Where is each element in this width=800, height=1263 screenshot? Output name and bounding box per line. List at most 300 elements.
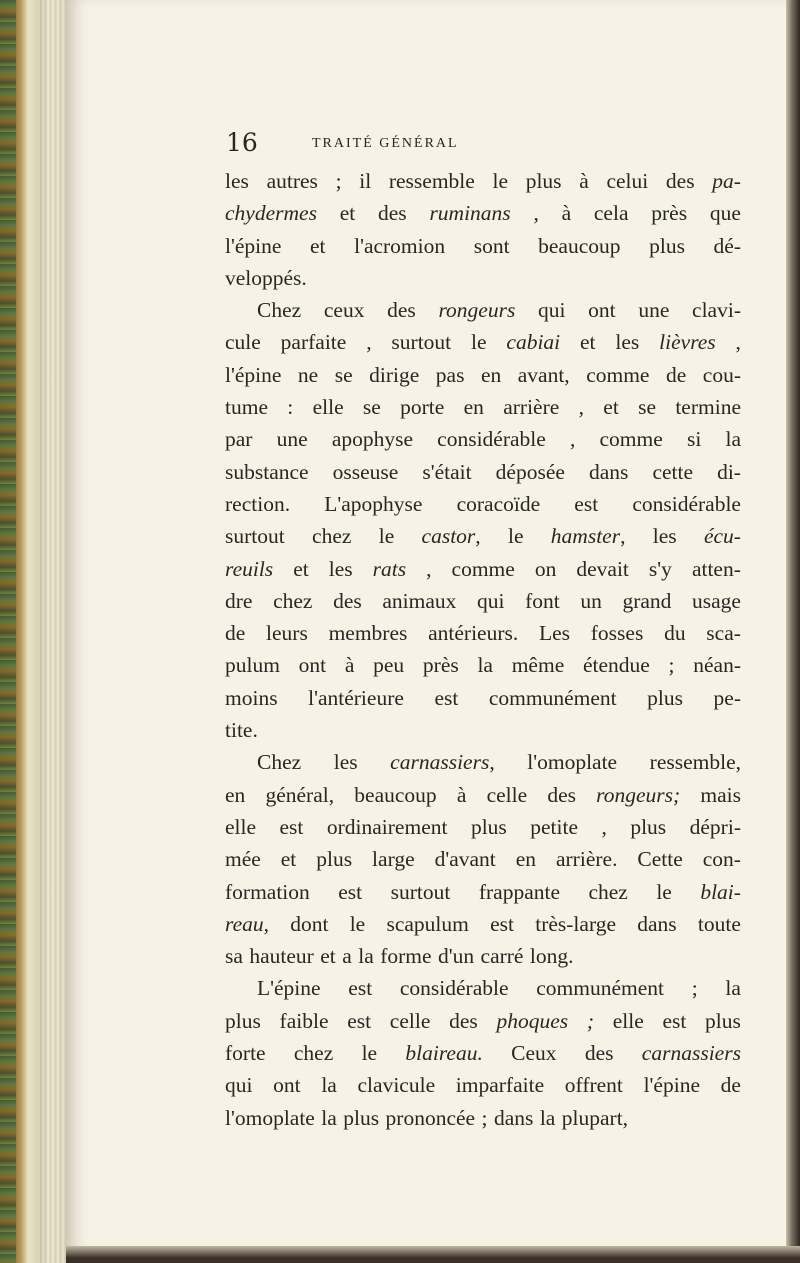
word-part: peu — [373, 653, 405, 678]
word-part: , — [578, 395, 584, 420]
word — [580, 585, 602, 617]
word-part: se — [362, 395, 381, 420]
word — [644, 1069, 700, 1101]
word — [703, 843, 741, 875]
word — [334, 746, 358, 778]
text-line — [225, 391, 741, 423]
word-part: et — [280, 847, 297, 872]
word-part: ont — [273, 1073, 301, 1098]
text-line — [225, 811, 741, 843]
word — [690, 811, 741, 843]
word-part: même — [511, 653, 565, 678]
word — [710, 197, 741, 229]
word-part: atten- — [691, 556, 741, 581]
word-part: apophyse — [331, 427, 414, 452]
word-part: s'était — [422, 459, 472, 484]
word — [436, 359, 465, 391]
text-line — [225, 520, 741, 552]
text-line — [225, 1102, 741, 1134]
word — [225, 553, 273, 585]
word-part: chez — [293, 1041, 334, 1066]
word — [562, 1102, 628, 1134]
word — [692, 553, 741, 585]
text-line — [225, 262, 741, 294]
word-part: se — [334, 362, 353, 387]
word-part: les — [615, 330, 640, 355]
text-line — [225, 488, 741, 520]
word-part: imparfaite — [455, 1073, 545, 1098]
word — [225, 1005, 261, 1037]
word-part: à — [456, 782, 467, 807]
word-part: à — [344, 653, 355, 678]
word — [390, 746, 495, 778]
word-part: des — [584, 1041, 614, 1066]
word-part: surtout — [225, 524, 285, 549]
word-part: long. — [529, 944, 574, 969]
word — [481, 359, 501, 391]
word — [320, 940, 336, 972]
word — [329, 617, 408, 649]
word-part: et — [293, 556, 309, 581]
word-part: font — [525, 588, 560, 613]
word-part: beaucoup — [354, 782, 437, 807]
word-part: a — [342, 944, 352, 969]
word-part: Ceux — [511, 1041, 557, 1066]
word-part: plupart, — [561, 1105, 629, 1130]
word — [225, 908, 269, 940]
italic-term: lièvres — [659, 330, 716, 355]
text-line — [225, 585, 741, 617]
text-line — [225, 423, 741, 455]
word-part: veloppés. — [225, 265, 307, 290]
word-part: con- — [702, 847, 741, 872]
word — [225, 843, 261, 875]
word-part: sa — [225, 944, 243, 969]
text-line — [225, 359, 741, 391]
word — [653, 520, 677, 552]
word-part: celle — [389, 1008, 431, 1033]
word-part: la — [321, 1073, 337, 1098]
word — [603, 391, 619, 423]
word — [257, 972, 321, 1004]
word — [613, 1005, 644, 1037]
word-part: , — [475, 524, 481, 549]
word-part: l'antérieure — [308, 685, 404, 710]
book-binding — [0, 0, 70, 1263]
word-part: en — [480, 362, 502, 387]
word-part: ; — [668, 653, 675, 678]
text-line — [225, 843, 741, 875]
word-part: étendue — [582, 653, 650, 678]
word-part: , — [366, 330, 372, 355]
word-part: plus — [647, 685, 684, 710]
word-part: celle — [486, 782, 528, 807]
word-part: général, — [265, 782, 335, 807]
word-part: Chez — [257, 750, 302, 775]
word-part: considérable — [399, 976, 509, 1001]
word — [565, 1069, 623, 1101]
word — [350, 908, 366, 940]
word-part: comme — [451, 556, 515, 581]
word-part: très-large — [535, 911, 617, 936]
text-line — [225, 876, 741, 908]
word — [400, 972, 509, 1004]
word-part: pas — [435, 362, 465, 387]
word — [400, 391, 444, 423]
word-part: cou- — [702, 362, 741, 387]
word — [717, 456, 741, 488]
word — [391, 876, 451, 908]
word-part: néan- — [693, 653, 741, 678]
word-part: les — [652, 524, 677, 549]
word-part: osseuse — [332, 459, 399, 484]
text-line — [225, 940, 741, 972]
word — [293, 553, 309, 585]
word-part: considérable — [437, 427, 546, 452]
word-part: plus — [630, 814, 667, 839]
word-part: ont — [298, 653, 327, 678]
word — [298, 359, 318, 391]
word — [705, 1005, 741, 1037]
word — [606, 165, 648, 197]
italic-term: carnassiers — [390, 750, 490, 775]
word — [551, 520, 626, 552]
word-part: cette — [652, 459, 694, 484]
word — [666, 359, 686, 391]
word — [327, 811, 448, 843]
word — [585, 1037, 614, 1069]
word-part: dirige — [369, 362, 420, 387]
word — [387, 294, 416, 326]
word — [477, 649, 493, 681]
italic-term: blai- — [700, 879, 741, 904]
word — [438, 940, 474, 972]
word-part: considérable — [632, 491, 741, 516]
word — [494, 1102, 533, 1134]
word — [675, 391, 741, 423]
word — [538, 230, 620, 262]
word — [579, 391, 584, 423]
word — [347, 1005, 371, 1037]
word-part: , — [620, 524, 626, 549]
word — [273, 585, 312, 617]
word-part: L'apophyse — [324, 491, 423, 516]
word — [570, 423, 575, 455]
word — [452, 553, 515, 585]
italic-term: castor — [421, 524, 476, 549]
word — [225, 423, 252, 455]
italic-term: carnassiers — [641, 1041, 741, 1066]
text-line — [225, 972, 741, 1004]
word — [389, 165, 475, 197]
word — [225, 779, 245, 811]
word — [698, 908, 741, 940]
word-part: formation — [225, 879, 310, 904]
word — [225, 649, 280, 681]
word-part: la — [725, 976, 741, 1001]
word — [547, 779, 576, 811]
word — [712, 165, 741, 197]
word — [373, 649, 404, 681]
word-part: est — [348, 976, 373, 1001]
word — [474, 230, 510, 262]
word — [714, 682, 741, 714]
word — [280, 811, 304, 843]
italic-term: reuils — [225, 556, 274, 581]
word — [477, 585, 504, 617]
word-part: l'acromion — [354, 233, 446, 258]
word — [666, 165, 695, 197]
word-part: ; — [335, 169, 342, 193]
word-part: sca- — [706, 621, 741, 646]
text-line — [225, 649, 741, 681]
word — [556, 843, 617, 875]
word-part: pulum — [225, 653, 280, 678]
word — [225, 811, 256, 843]
word-part: elle — [612, 1008, 644, 1033]
word — [273, 1069, 300, 1101]
word-part: de — [225, 621, 246, 646]
word — [512, 649, 565, 681]
word-part: frappante — [478, 879, 560, 904]
word — [405, 1037, 482, 1069]
word-part: coracoïde — [456, 491, 541, 516]
word — [429, 197, 510, 229]
italic-term: cabiai — [506, 330, 561, 355]
word — [299, 649, 326, 681]
word-part: , — [426, 556, 432, 581]
word — [369, 359, 419, 391]
word — [471, 326, 487, 358]
word-part: carré — [480, 944, 524, 969]
word — [257, 294, 301, 326]
word — [225, 488, 290, 520]
word — [378, 197, 407, 229]
word-part: dans — [588, 459, 629, 484]
word — [225, 456, 309, 488]
word — [324, 488, 422, 520]
word-part: rection. — [225, 491, 291, 516]
word — [586, 359, 649, 391]
body-text — [225, 165, 741, 1134]
word-part: et — [320, 944, 336, 969]
word-part: se — [638, 395, 657, 420]
word-part: avant, — [517, 362, 570, 387]
word — [669, 649, 675, 681]
word — [225, 617, 245, 649]
text-line — [225, 1069, 741, 1101]
word-part: en — [515, 847, 537, 872]
word-part: animaux — [382, 588, 457, 613]
word-part: faible — [279, 1008, 329, 1033]
word — [736, 326, 741, 358]
word-part: l'épine — [225, 362, 282, 387]
word — [336, 165, 342, 197]
word — [281, 326, 347, 358]
page-right-edge — [786, 0, 800, 1263]
word-part: des — [665, 169, 695, 193]
word — [526, 165, 562, 197]
word — [464, 391, 484, 423]
word — [725, 972, 741, 1004]
word-part: des — [333, 588, 362, 613]
word-part: pe- — [713, 685, 741, 710]
word — [583, 649, 650, 681]
word-part: clavicule — [357, 1073, 436, 1098]
word — [630, 811, 666, 843]
italic-term: rats — [372, 556, 407, 581]
word — [725, 423, 741, 455]
word — [706, 617, 741, 649]
word-part: plus — [470, 814, 507, 839]
word-part: d'un — [437, 944, 475, 969]
word — [354, 779, 436, 811]
italic-term: hamster — [550, 524, 621, 549]
word-part: et — [309, 233, 326, 258]
word — [594, 197, 629, 229]
word-part: ressemble, — [649, 750, 741, 775]
word-part: et — [603, 395, 619, 420]
word — [693, 649, 741, 681]
word — [354, 230, 445, 262]
word — [422, 520, 481, 552]
text-line — [225, 617, 741, 649]
word-part: que — [709, 201, 741, 226]
word-part: plus — [525, 169, 562, 193]
word — [348, 972, 372, 1004]
word-part: dre — [225, 588, 253, 613]
word — [267, 165, 318, 197]
word-part: tite. — [225, 718, 258, 743]
word — [489, 682, 617, 714]
word — [265, 779, 334, 811]
word — [422, 456, 471, 488]
word — [588, 294, 615, 326]
word-part: cule — [225, 330, 261, 355]
word — [659, 326, 716, 358]
word-part: prononcée — [385, 1105, 476, 1130]
word — [426, 553, 431, 585]
text-line — [225, 294, 741, 326]
word — [280, 1005, 329, 1037]
word — [539, 617, 570, 649]
word — [390, 1005, 431, 1037]
word-part: devait — [576, 556, 629, 581]
word-part: à — [561, 201, 572, 226]
word — [540, 1102, 556, 1134]
word-part: le — [378, 524, 395, 549]
word — [434, 682, 458, 714]
word-part: leurs — [266, 621, 308, 646]
word — [533, 197, 538, 229]
word — [380, 940, 431, 972]
word-part: comme — [586, 362, 650, 387]
word-part: qui — [477, 588, 505, 613]
word-part: mais — [700, 782, 741, 807]
word — [386, 1102, 476, 1134]
word — [479, 876, 560, 908]
word — [692, 294, 741, 326]
word — [589, 456, 628, 488]
word-part: , — [263, 911, 269, 936]
word-part: des — [449, 1008, 478, 1033]
word — [379, 520, 395, 552]
word-part: la — [321, 1105, 337, 1130]
word — [482, 1102, 488, 1134]
word-part: en — [225, 782, 246, 807]
word-part: communément — [488, 685, 617, 710]
word-part: ; — [481, 1105, 488, 1130]
word-part: beaucoup — [538, 233, 621, 258]
word — [437, 423, 546, 455]
text-line — [225, 197, 741, 229]
word-part: substance — [225, 459, 309, 484]
word — [457, 488, 541, 520]
word — [225, 714, 258, 746]
word — [580, 326, 596, 358]
word — [249, 940, 313, 972]
word — [333, 456, 399, 488]
word — [277, 423, 308, 455]
text-line — [225, 165, 741, 197]
word-part: on — [534, 556, 557, 581]
word — [516, 843, 536, 875]
text-line — [225, 1037, 741, 1069]
word-part: par — [225, 427, 253, 452]
word-part: des — [378, 201, 407, 226]
word-part: dans — [493, 1105, 534, 1130]
word-part: est — [279, 814, 304, 839]
word — [363, 391, 381, 423]
word-part: grand — [622, 588, 672, 613]
word-part: clavi- — [692, 298, 741, 323]
italic-term: phoques — [496, 1008, 569, 1033]
word-part: : — [287, 395, 294, 420]
italic-term: reau — [225, 911, 264, 936]
word-part: et — [339, 201, 356, 226]
word — [386, 908, 468, 940]
word-part: arrière. — [555, 847, 618, 872]
italic-term: rongeurs; — [596, 782, 681, 807]
word — [225, 262, 307, 294]
word — [662, 1005, 686, 1037]
word-part: autres — [266, 169, 318, 193]
word — [642, 1037, 741, 1069]
word — [530, 940, 574, 972]
word — [308, 682, 404, 714]
word-part: près — [422, 653, 459, 678]
word-part: la — [539, 1105, 556, 1130]
word-part: le — [656, 879, 672, 904]
word-part: chez — [588, 879, 628, 904]
word-part: antérieurs. — [428, 621, 519, 646]
word-part: l'épine — [643, 1073, 700, 1098]
word-part: comme — [599, 427, 663, 452]
word — [225, 520, 285, 552]
word-part: est — [347, 1008, 372, 1033]
word — [335, 359, 353, 391]
word-part: porte — [400, 395, 445, 420]
running-head — [226, 128, 746, 158]
italic-term: ruminans — [429, 201, 511, 226]
word-part: , — [533, 201, 539, 226]
word-part: L'épine — [257, 976, 321, 1001]
word — [525, 585, 560, 617]
word-part: dépri- — [689, 814, 741, 839]
word-part: le — [349, 911, 366, 936]
word — [562, 197, 572, 229]
word — [527, 746, 617, 778]
